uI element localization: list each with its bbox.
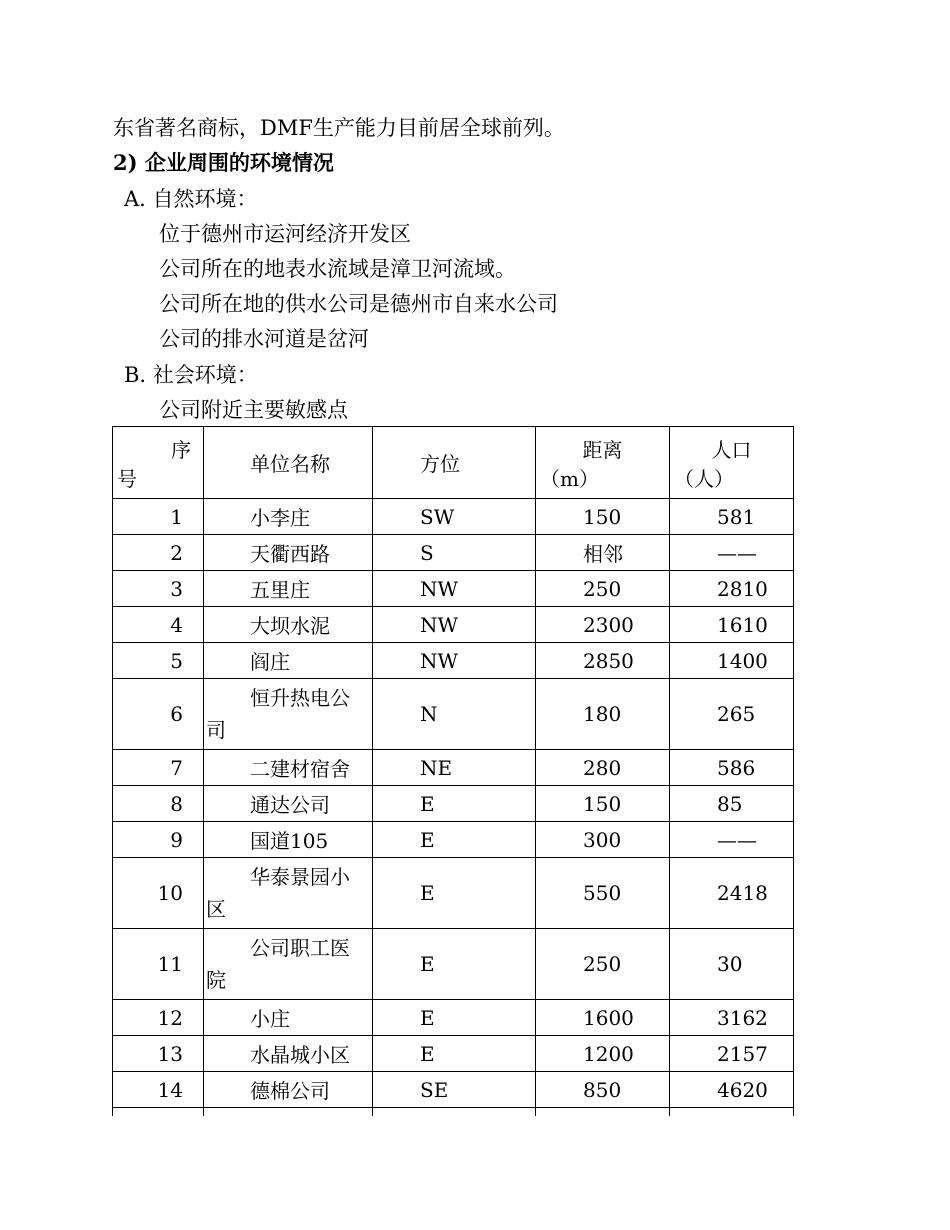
- cell-direction: N: [373, 679, 536, 750]
- cell-population: ——: [670, 535, 794, 571]
- table-row: [113, 571, 794, 607]
- cell-population: 2157: [670, 1036, 794, 1072]
- cell-seq: 4: [113, 607, 204, 643]
- cell-population: 1400: [670, 643, 794, 679]
- cell-direction: S: [373, 535, 536, 571]
- cell-name: 二建材宿舍: [204, 750, 373, 786]
- cell-name-line2: 区: [206, 897, 226, 921]
- cell-direction: SW: [373, 499, 536, 535]
- table-row: [113, 1072, 794, 1108]
- cell-empty: [536, 1108, 670, 1116]
- cell-population: 3162: [670, 1000, 794, 1036]
- cell-distance: 150: [536, 786, 670, 822]
- cell-population: 4620: [670, 1072, 794, 1108]
- cell-seq: 3: [113, 571, 204, 607]
- cell-population: 581: [670, 499, 794, 535]
- table-row: [113, 858, 794, 929]
- cell-distance: 300: [536, 822, 670, 858]
- cell-seq: 7: [113, 750, 204, 786]
- cell-seq: 1: [113, 499, 204, 535]
- cell-distance: 850: [536, 1072, 670, 1108]
- cell-population: 265: [670, 679, 794, 750]
- cell-name: 阎庄: [204, 643, 373, 679]
- cell-seq: 11: [113, 929, 204, 1000]
- table-row: [113, 643, 794, 679]
- header-direction: 方位: [373, 427, 536, 499]
- sensitive-points-table: [112, 426, 794, 1116]
- natural-line-watershed: 公司所在的地表水流域是漳卫河流域。: [159, 257, 516, 281]
- cell-name: 小庄: [204, 1000, 373, 1036]
- cell-name-line2: 司: [206, 718, 226, 742]
- table-row: [113, 679, 794, 750]
- cell-distance: 250: [536, 571, 670, 607]
- cell-name-line1: 恒升热电公: [250, 686, 350, 710]
- cell-empty: [373, 1108, 536, 1116]
- cell-name: 德棉公司: [204, 1072, 373, 1108]
- natural-line-location: 位于德州市运河经济开发区: [159, 222, 411, 246]
- cell-distance: 相邻: [536, 535, 670, 571]
- cell-direction: NE: [373, 750, 536, 786]
- cell-direction: NW: [373, 607, 536, 643]
- social-line-sensitive-points: 公司附近主要敏感点: [159, 398, 348, 422]
- cell-distance: 150: [536, 499, 670, 535]
- cell-direction: NW: [373, 643, 536, 679]
- cell-name: [204, 858, 373, 929]
- cell-seq: 2: [113, 535, 204, 571]
- cell-seq: 9: [113, 822, 204, 858]
- table-row: [113, 499, 794, 535]
- cell-population: 586: [670, 750, 794, 786]
- cell-seq: 8: [113, 786, 204, 822]
- cell-distance: 1600: [536, 1000, 670, 1036]
- header-distance: 距离 （m）: [536, 427, 670, 499]
- cell-empty: [204, 1108, 373, 1116]
- cell-distance: 1200: [536, 1036, 670, 1072]
- cell-seq: 13: [113, 1036, 204, 1072]
- cell-name: 大坝水泥: [204, 607, 373, 643]
- header-population: 人口 （人）: [670, 427, 794, 499]
- table-row: [113, 535, 794, 571]
- cell-distance: 180: [536, 679, 670, 750]
- cell-seq: 14: [113, 1072, 204, 1108]
- cell-population: 30: [670, 929, 794, 1000]
- cell-distance: 550: [536, 858, 670, 929]
- cell-distance: 2850: [536, 643, 670, 679]
- cell-direction: E: [373, 822, 536, 858]
- cell-distance: 280: [536, 750, 670, 786]
- table-row: [113, 1036, 794, 1072]
- cell-name-line1: 公司职工医: [250, 936, 350, 960]
- section-heading-environment: 2) 企业周围的环境情况: [113, 150, 334, 175]
- cell-direction: NW: [373, 571, 536, 607]
- cell-name: 小李庄: [204, 499, 373, 535]
- cell-distance: 2300: [536, 607, 670, 643]
- cell-name: 天衢西路: [204, 535, 373, 571]
- cell-name-line1: 华泰景园小: [250, 865, 350, 889]
- table-row-continuation: [113, 1108, 794, 1116]
- table-row: [113, 750, 794, 786]
- cell-population: 2810: [670, 571, 794, 607]
- cell-direction: E: [373, 858, 536, 929]
- header-name: 单位名称: [204, 427, 373, 499]
- header-seq: 序 号: [113, 427, 204, 499]
- cell-seq: 10: [113, 858, 204, 929]
- table-row: [113, 1000, 794, 1036]
- cell-seq: 5: [113, 643, 204, 679]
- cell-name: 五里庄: [204, 571, 373, 607]
- cell-name: 国道105: [204, 822, 373, 858]
- cell-direction: E: [373, 929, 536, 1000]
- subsection-natural-environment: A. 自然环境：: [124, 187, 258, 211]
- cell-seq: 12: [113, 1000, 204, 1036]
- cell-population: 85: [670, 786, 794, 822]
- subsection-social-environment: B. 社会环境：: [124, 363, 258, 387]
- cell-population: ——: [670, 822, 794, 858]
- table-header-row: [113, 427, 794, 499]
- table-row: [113, 607, 794, 643]
- cell-population: 2418: [670, 858, 794, 929]
- cell-name: [204, 929, 373, 1000]
- intro-line: 东省著名商标，DMF生产能力目前居全球前列。: [113, 116, 565, 140]
- cell-direction: E: [373, 1036, 536, 1072]
- natural-line-drainage: 公司的排水河道是岔河: [159, 327, 369, 351]
- table-row: [113, 822, 794, 858]
- cell-empty: [113, 1108, 204, 1116]
- cell-name: [204, 679, 373, 750]
- cell-name-line2: 院: [206, 968, 226, 992]
- table-row: [113, 929, 794, 1000]
- cell-seq: 6: [113, 679, 204, 750]
- cell-population: 1610: [670, 607, 794, 643]
- cell-empty: [670, 1108, 794, 1116]
- cell-distance: 250: [536, 929, 670, 1000]
- table-row: [113, 786, 794, 822]
- cell-direction: E: [373, 786, 536, 822]
- cell-name: 通达公司: [204, 786, 373, 822]
- cell-direction: E: [373, 1000, 536, 1036]
- cell-name: 水晶城小区: [204, 1036, 373, 1072]
- cell-direction: SE: [373, 1072, 536, 1108]
- natural-line-water-supply: 公司所在地的供水公司是德州市自来水公司: [159, 292, 558, 316]
